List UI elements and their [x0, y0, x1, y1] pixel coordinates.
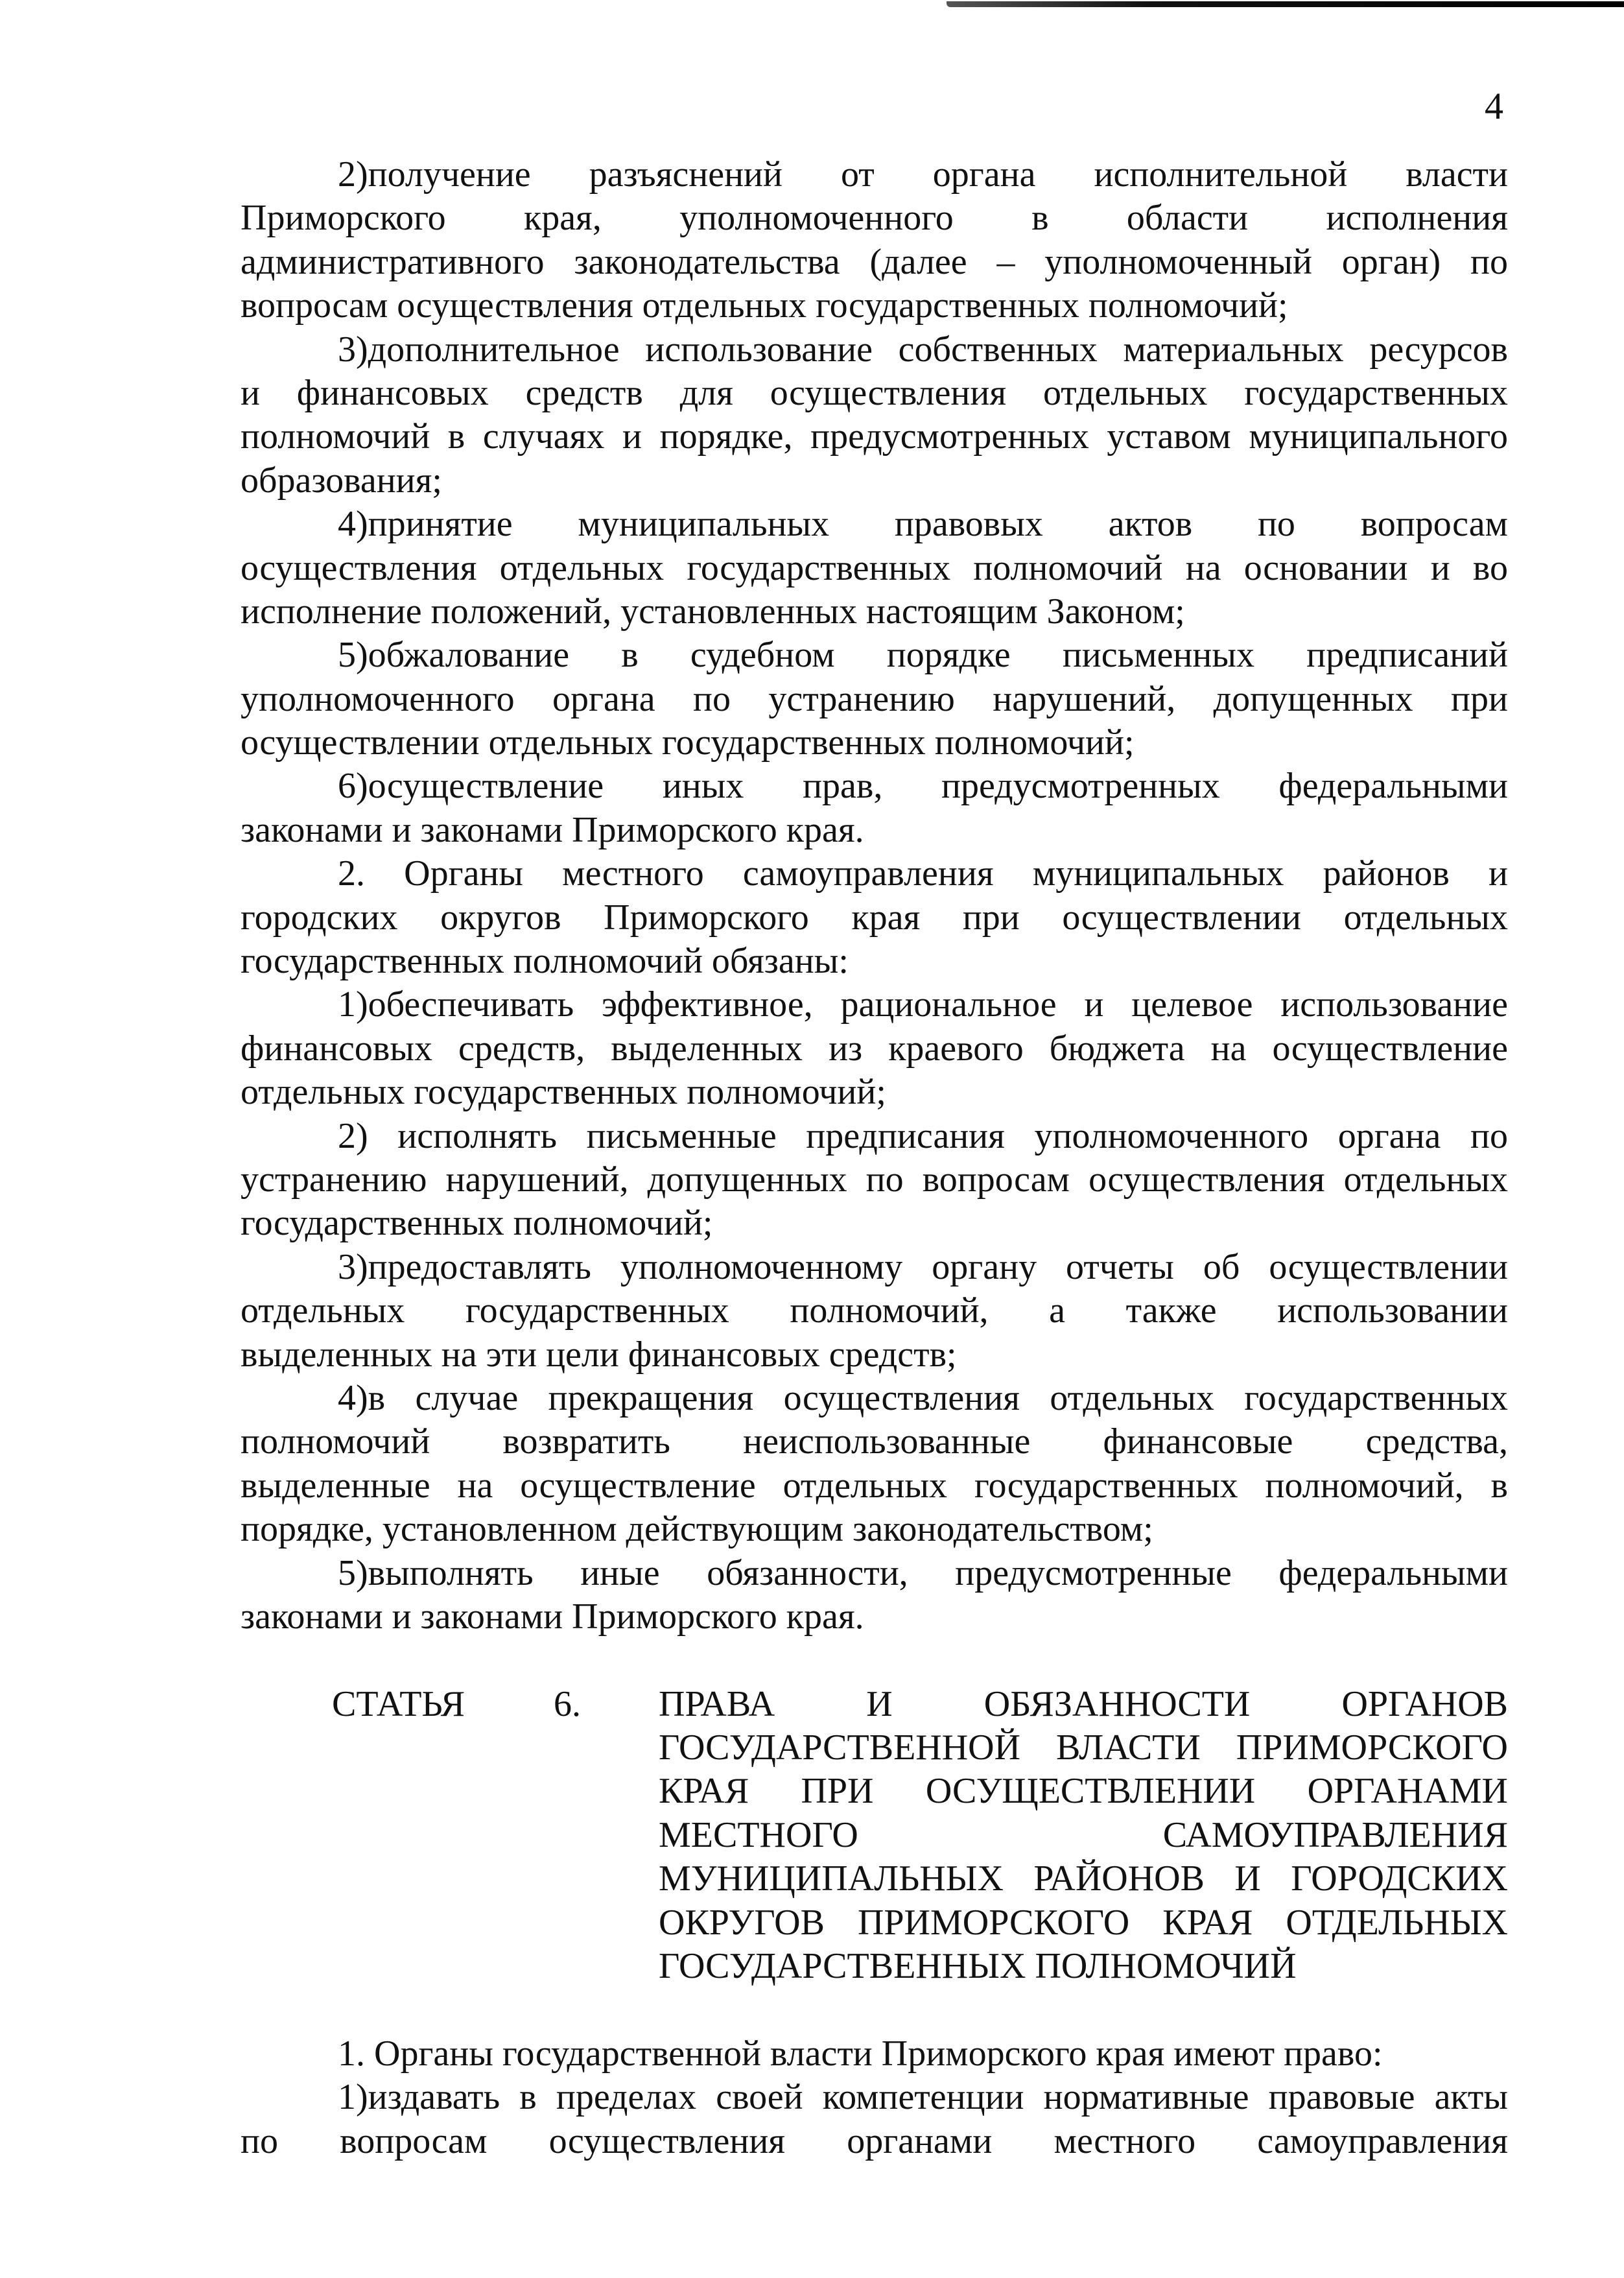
paragraph	[241, 2076, 1508, 2163]
title-line: ГОСУДАРСТВЕННОЙ ВЛАСТИ ПРИМОРСКОГО	[659, 1727, 1508, 1768]
paragraph	[241, 1552, 1508, 1639]
text-line: отдельных государственных полномочий;	[241, 1072, 886, 1113]
text-line: 1. Органы государственной власти Приморского края имеют право:	[338, 2033, 1383, 2074]
text-line: 1)обеспечивать эффективное, рациональное и целевое использование	[338, 984, 1508, 1025]
title-line: КРАЯ ПРИ ОСУЩЕСТВЛЕНИИ ОРГАНАМИ	[659, 1771, 1508, 1812]
article-heading	[241, 1683, 1508, 1989]
paragraph	[241, 852, 1508, 983]
text-line: исполнение положений, установленных настоящим Законом;	[241, 591, 1185, 632]
title-line: ГОСУДАРСТВЕННЫХ ПОЛНОМОЧИЙ	[659, 1946, 1297, 1987]
text-line: административного законодательства (далее – уполномоченный орган) по	[241, 241, 1508, 282]
title-line: МУНИЦИПАЛЬНЫХ РАЙОНОВ И ГОРОДСКИХ	[659, 1858, 1508, 1899]
spacer	[241, 1988, 1508, 2032]
text-line: отдельных государственных полномочий, а также использовании	[241, 1290, 1508, 1331]
title-line: ОКРУГОВ ПРИМОРСКОГО КРАЯ ОТДЕЛЬНЫХ	[659, 1902, 1508, 1943]
text-line: по вопросам осуществления органами местного самоуправления	[241, 2120, 1508, 2161]
text-line: 2. Органы местного самоуправления муниципальных районов и	[338, 853, 1508, 894]
text-line: осуществления отдельных государственных полномочий на основании и во	[241, 547, 1508, 588]
text-line: уполномоченного органа по устранению нарушений, допущенных при	[241, 678, 1508, 719]
text-line: образования;	[241, 460, 442, 501]
paragraph	[241, 1377, 1508, 1552]
text-line: 6)осуществление иных прав, предусмотренных федеральными	[338, 766, 1508, 807]
paragraph	[241, 153, 1508, 328]
text-line: выделенные на осуществление отдельных государственных полномочий, в	[241, 1465, 1508, 1506]
text-line: Приморского края, уполномоченного в области исполнения	[241, 198, 1508, 239]
text-line: городских округов Приморского края при осуществлении отдельных	[241, 897, 1508, 938]
text-line: 2)получение разъяснений от органа исполнительной власти	[338, 154, 1508, 195]
text-line: и финансовых средств для осуществления отдельных государственных	[241, 372, 1508, 413]
text-line: законами и законами Приморского края.	[241, 809, 864, 850]
text-line: финансовых средств, выделенных из краевого бюджета на осуществление	[241, 1028, 1508, 1069]
text-line: 5)обжалование в судебном порядке письменных предписаний	[338, 635, 1508, 676]
section-after	[241, 2032, 1508, 2163]
paragraph	[241, 503, 1508, 634]
page-number: 4	[1485, 85, 1503, 127]
text-line: полномочий в случаях и порядке, предусмотренных уставом муниципального	[241, 416, 1508, 457]
paragraph	[241, 328, 1508, 503]
text-line: 4)принятие муниципальных правовых актов по вопросам	[338, 504, 1508, 545]
paragraph	[241, 1246, 1508, 1377]
article-label: СТАТЬЯ	[332, 1683, 465, 1724]
scan-edge-line	[947, 1, 1624, 7]
article-title	[659, 1683, 1508, 1989]
text-line: 2) исполнять письменные предписания уполномоченного органа по	[338, 1115, 1508, 1156]
text-line: 1)издавать в пределах своей компетенции нормативные правовые акты	[338, 2077, 1508, 2118]
text-line: 3)предоставлять уполномоченному органу отчеты об осуществлении	[338, 1246, 1508, 1287]
text-line: выделенных на эти цели финансовых средств;	[241, 1334, 957, 1375]
text-line: вопросам осуществления отдельных государственных полномочий;	[241, 285, 1288, 326]
section-before	[241, 153, 1508, 1639]
paragraph	[241, 765, 1508, 852]
paragraph	[241, 2032, 1508, 2076]
title-line: МЕСТНОГО САМОУПРАВЛЕНИЯ	[659, 1814, 1508, 1855]
text-line: порядке, установленном действующим законодательством;	[241, 1509, 1153, 1550]
paragraph	[241, 634, 1508, 765]
text-line: полномочий возвратить неиспользованные финансовые средства,	[241, 1421, 1508, 1462]
document-body	[241, 153, 1508, 2163]
text-line: государственных полномочий;	[241, 1203, 713, 1244]
paragraph	[241, 983, 1508, 1114]
text-line: законами и законами Приморского края.	[241, 1596, 864, 1637]
text-line: 4)в случае прекращения осуществления отдельных государственных	[338, 1377, 1508, 1418]
text-line: государственных полномочий обязаны:	[241, 941, 849, 982]
title-line: ПРАВА И ОБЯЗАННОСТИ ОРГАНОВ	[659, 1683, 1508, 1724]
text-line: 5)выполнять иные обязанности, предусмотренные федеральными	[338, 1552, 1508, 1593]
text-line: 3)дополнительное использование собственных материальных ресурсов	[338, 329, 1508, 370]
text-line: осуществлении отдельных государственных полномочий;	[241, 722, 1135, 763]
article-number: 6.	[554, 1683, 581, 1724]
text-line: устранению нарушений, допущенных по вопросам осуществления отдельных	[241, 1159, 1508, 1200]
spacer	[241, 1639, 1508, 1682]
paragraph	[241, 1115, 1508, 1246]
